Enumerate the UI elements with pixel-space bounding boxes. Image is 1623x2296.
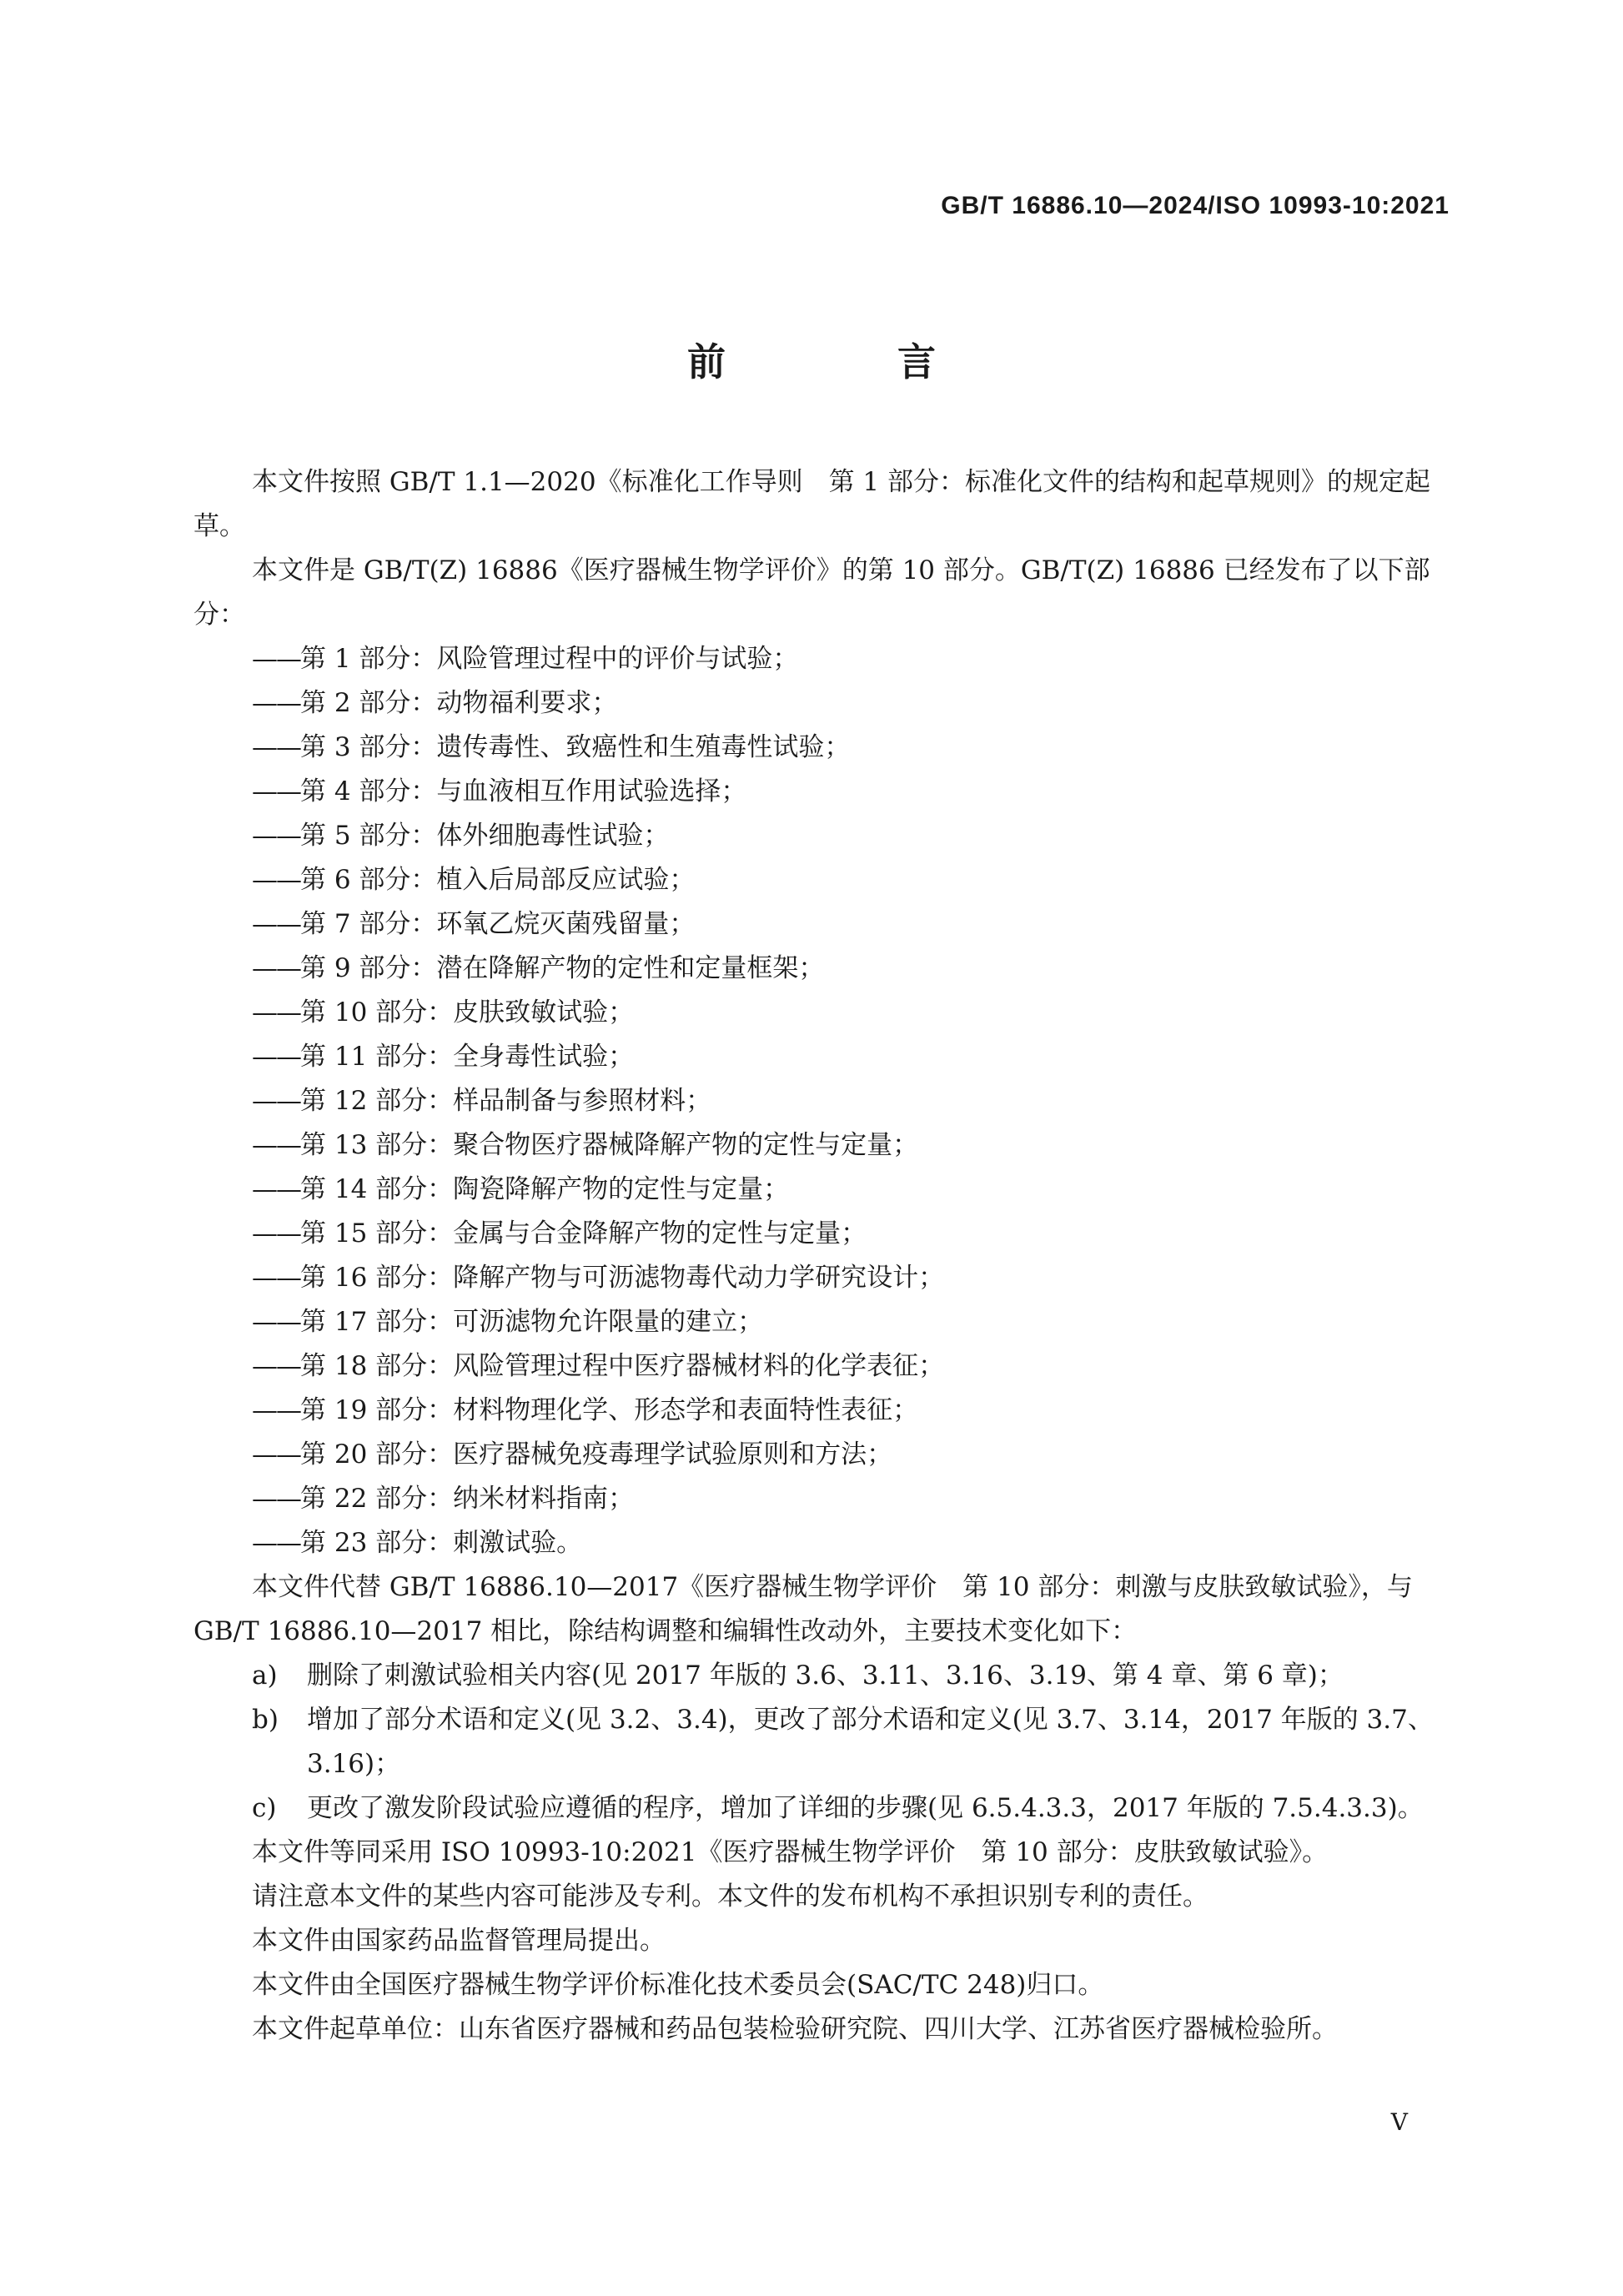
list-item [193, 1123, 1450, 1168]
paragraph-patent-notice: 请注意本文件的某些内容可能涉及专利。本文件的发布机构不承担识别专利的责任。 [252, 1882, 1208, 1912]
foreword-body [193, 460, 1450, 2052]
list-item [193, 1477, 1450, 1521]
page-number: V [1390, 2108, 1408, 2136]
part-text: 第 11 部分：全身毒性试验； [300, 1042, 635, 1072]
part-text: 第 6 部分：植入后局部反应试验； [300, 865, 696, 895]
item-text: 删除了刺激试验相关内容(见 2017 年版的 3.6、3.11、3.16、3.19、第 4 章、第 6 章)； [307, 1660, 1344, 1691]
change-item-c [193, 1786, 1450, 1831]
parts-list [193, 637, 1450, 1565]
dash-mark: —— [252, 997, 300, 1027]
dash-mark: —— [252, 1395, 300, 1425]
list-item [193, 1079, 1450, 1123]
paragraph-drafting-rules: 本文件按照 GB/T 1.1—2020《标准化工作导则 第 1 部分：标准化文件的结构和起草规则》的规定起草。 [193, 467, 1430, 541]
part-text: 第 2 部分：动物福利要求； [300, 688, 618, 718]
list-item [193, 637, 1450, 681]
dash-mark: —— [252, 732, 300, 762]
part-text: 第 18 部分：风险管理过程中医疗器械材料的化学表征； [300, 1351, 945, 1381]
list-item [193, 1344, 1450, 1389]
dash-mark: —— [252, 1263, 300, 1293]
dash-mark: —— [252, 1086, 300, 1116]
paragraph-committee: 本文件由全国医疗器械生物学评价标准化技术委员会(SAC/TC 248)归口。 [252, 1970, 1104, 2000]
item-label: a) [252, 1660, 278, 1691]
list-item [193, 1389, 1450, 1433]
part-text: 第 14 部分：陶瓷降解产物的定性与定量； [300, 1174, 790, 1204]
part-text: 第 3 部分：遗传毒性、致癌性和生殖毒性试验； [300, 732, 851, 762]
change-item-a [193, 1654, 1450, 1698]
list-item [193, 1168, 1450, 1212]
dash-mark: —— [252, 1484, 300, 1514]
part-text: 第 10 部分：皮肤致敏试验； [300, 997, 635, 1027]
list-item [193, 902, 1450, 947]
list-item [193, 726, 1450, 770]
dash-mark: —— [252, 1307, 300, 1337]
page-title: 前 言 [687, 339, 1002, 384]
standard-number-header: GB/T 16886.10—2024/ISO 10993-10:2021 [941, 192, 1450, 219]
part-text: 第 22 部分：纳米材料指南； [300, 1484, 635, 1514]
paragraph-drafting-units: 本文件起草单位：山东省医疗器械和药品包装检验研究院、四川大学、江苏省医疗器械检验所。 [252, 2014, 1338, 2044]
list-item [193, 991, 1450, 1035]
list-item [193, 814, 1450, 858]
list-item [193, 1433, 1450, 1477]
list-item [193, 1212, 1450, 1256]
part-text: 第 19 部分：材料物理化学、形态学和表面特性表征； [300, 1395, 919, 1425]
dash-mark: —— [252, 953, 300, 983]
dash-mark: —— [252, 1218, 300, 1248]
part-text: 第 23 部分：刺激试验。 [300, 1528, 583, 1558]
paragraph-series-intro: 本文件是 GB/T(Z) 16886《医疗器械生物学评价》的第 10 部分。GB/T(Z) 16886 已经发布了以下部分： [193, 555, 1430, 630]
list-item [193, 1300, 1450, 1344]
item-text: 增加了部分术语和定义(见 3.2、3.4)，更改了部分术语和定义(见 3.7、3.14，2017 年版的 3.7、3.16)； [307, 1705, 1434, 1779]
dash-mark: —— [252, 776, 300, 806]
dash-mark: —— [252, 1528, 300, 1558]
change-item-b [193, 1698, 1450, 1786]
dash-mark: —— [252, 865, 300, 895]
dash-mark: —— [252, 1439, 300, 1470]
part-text: 第 4 部分：与血液相互作用试验选择； [300, 776, 747, 806]
list-item [193, 1256, 1450, 1300]
part-text: 第 5 部分：体外细胞毒性试验； [300, 821, 670, 851]
list-item [193, 1521, 1450, 1565]
part-text: 第 13 部分：聚合物医疗器械降解产物的定性与定量； [300, 1130, 919, 1160]
list-item [193, 770, 1450, 814]
list-item [193, 681, 1450, 726]
dash-mark: —— [252, 1130, 300, 1160]
part-text: 第 7 部分：环氧乙烷灭菌残留量； [300, 909, 696, 939]
dash-mark: —— [252, 1351, 300, 1381]
part-text: 第 16 部分：降解产物与可沥滤物毒代动力学研究设计； [300, 1263, 945, 1293]
paragraph-proposer: 本文件由国家药品监督管理局提出。 [252, 1926, 666, 1956]
item-label: b) [252, 1705, 279, 1735]
changes-list [193, 1654, 1450, 1831]
part-text: 第 12 部分：样品制备与参照材料； [300, 1086, 712, 1116]
part-text: 第 20 部分：医疗器械免疫毒理学试验原则和方法； [300, 1439, 893, 1470]
dash-mark: —— [252, 1174, 300, 1204]
list-item [193, 1035, 1450, 1079]
item-label: c) [252, 1793, 277, 1823]
dash-mark: —— [252, 1042, 300, 1072]
list-item [193, 947, 1450, 991]
list-item [193, 858, 1450, 902]
dash-mark: —— [252, 644, 300, 674]
paragraph-replacement: 本文件代替 GB/T 16886.10—2017《医疗器械生物学评价 第 10 部分：刺激与皮肤致敏试验》，与 GB/T 16886.10—2017 相比，除结构调整和编辑性改动外，主要技术变化如下： [193, 1572, 1413, 1646]
paragraph-adoption: 本文件等同采用 ISO 10993-10:2021《医疗器械生物学评价 第 10 部分：皮肤致敏试验》。 [252, 1837, 1329, 1867]
part-text: 第 9 部分：潜在降解产物的定性和定量框架； [300, 953, 825, 983]
item-text: 更改了激发阶段试验应遵循的程序，增加了详细的步骤(见 6.5.4.3.3，2017 年版的 7.5.4.3.3)。 [307, 1793, 1424, 1823]
part-text: 第 17 部分：可沥滤物允许限量的建立； [300, 1307, 764, 1337]
part-text: 第 15 部分：金属与合金降解产物的定性与定量； [300, 1218, 867, 1248]
dash-mark: —— [252, 821, 300, 851]
dash-mark: —— [252, 688, 300, 718]
part-text: 第 1 部分：风险管理过程中的评价与试验； [300, 644, 799, 674]
dash-mark: —— [252, 909, 300, 939]
